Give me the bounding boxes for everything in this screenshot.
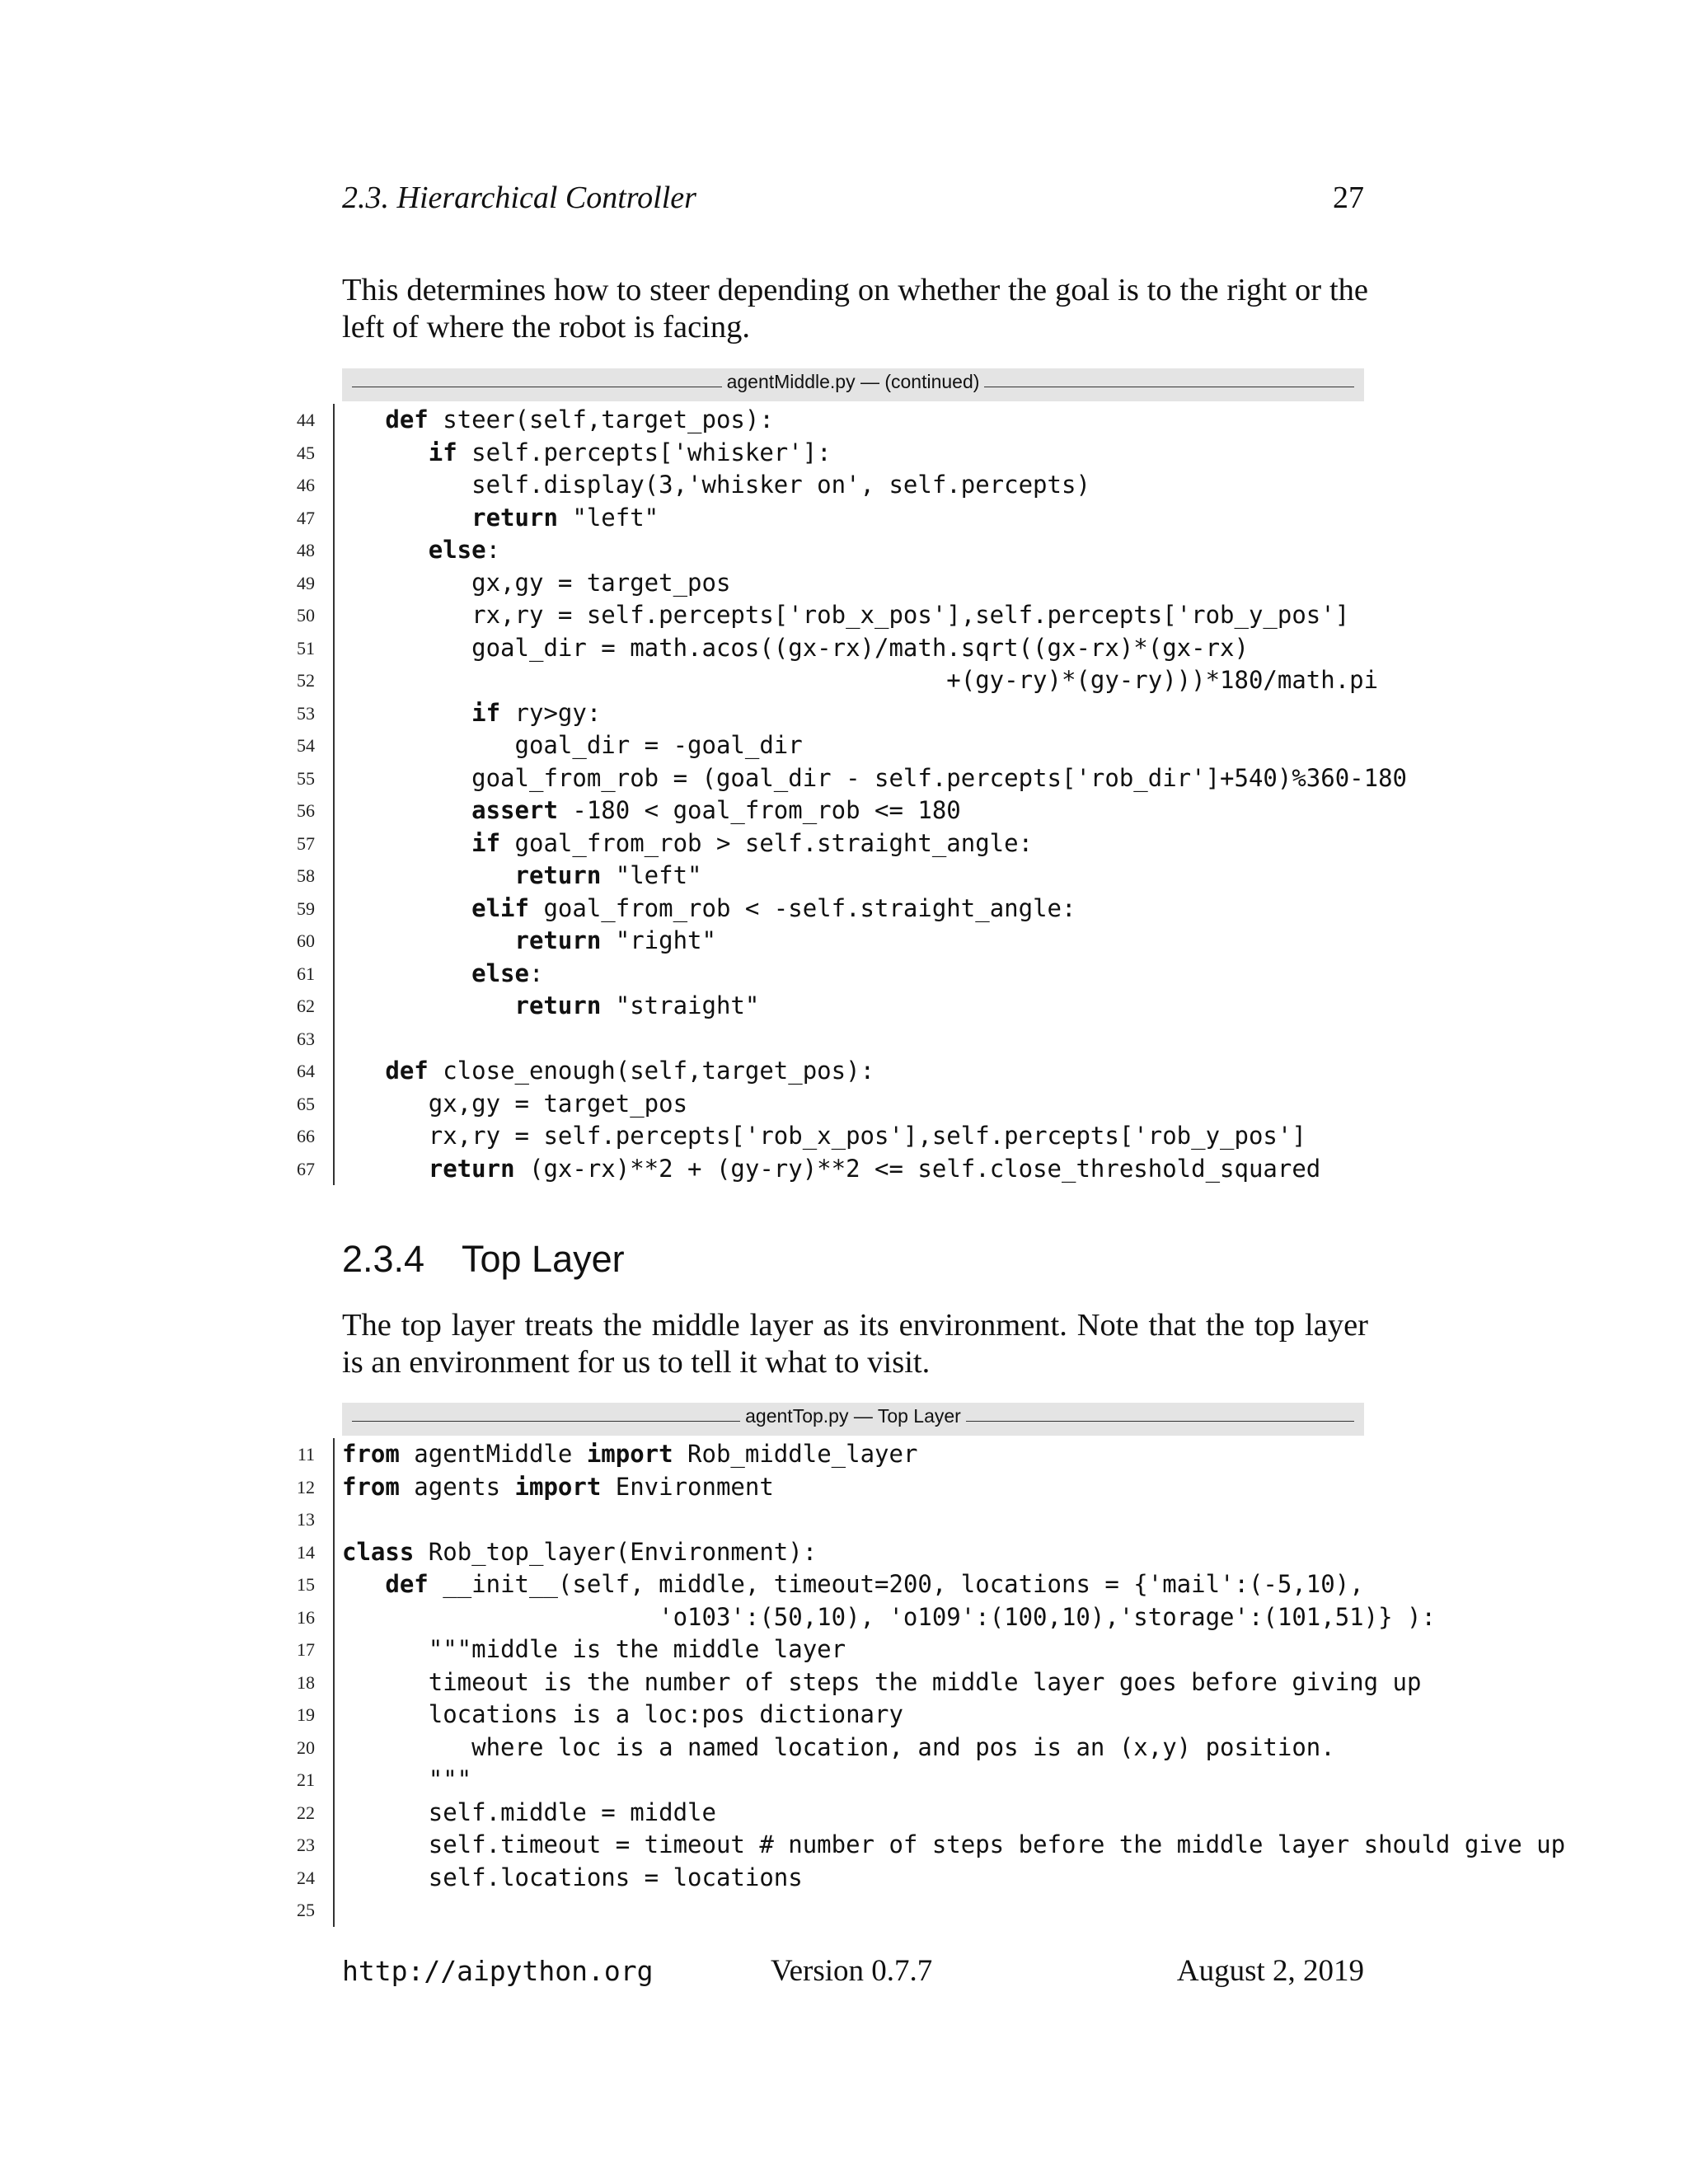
line-number: 61 [297,963,315,984]
line-number: 20 [297,1736,315,1758]
code-token: : [485,536,501,564]
code-token: "right" [601,926,716,954]
line-number: 64 [297,1061,315,1081]
code-line [280,1568,1566,1601]
line-number: 60 [297,930,315,951]
code-line [280,599,1566,632]
code-text [342,1153,1320,1186]
code-line [280,1055,1566,1088]
line-number: 19 [297,1704,315,1725]
code-token: goal_dir = -goal_dir [514,731,803,759]
line-number: 59 [297,898,315,919]
page-number: 27 [1333,180,1364,215]
listing1-banner [342,368,1364,401]
code-line [280,1699,1566,1732]
code-text [342,502,659,535]
code-token: self.middle = middle [428,1797,716,1826]
line-number: 55 [297,767,315,789]
code-listing-agent-middle [280,404,1566,1185]
code-token: self.locations = locations [428,1863,803,1891]
code-token: Rob_top_layer(Environment): [414,1537,818,1566]
code-line [280,469,1566,502]
listing2-banner [342,1403,1364,1436]
code-token: """middle is the middle layer [428,1635,846,1663]
line-number: 63 [297,1028,315,1049]
code-keyword: assert [471,796,558,824]
code-token: : [528,958,544,987]
line-number: 12 [297,1476,315,1497]
code-token: -180 < goal_from_rob <= 180 [557,796,961,824]
code-text [342,1699,903,1732]
code-text [342,1055,874,1088]
line-number: 21 [297,1769,315,1790]
code-text [342,794,961,827]
code-line [280,1732,1566,1765]
code-token: gx,gy = target_pos [428,1089,688,1118]
code-line [280,1120,1566,1153]
code-text [342,990,759,1023]
code-token: timeout is the number of steps the middle layer goes before giving up [428,1667,1422,1696]
code-token: 'o103':(50,10), 'o109':(100,10),'storage':(101,51)} ): [342,1602,1436,1631]
line-number: 15 [297,1574,315,1595]
line-number: 58 [297,865,315,886]
footer-url: http://aipython.org [342,1955,654,1987]
code-token: locations is a loc:pos dictionary [428,1700,903,1728]
code-token: goal_from_rob < -self.straight_angle: [528,893,1076,922]
code-text [342,1536,817,1569]
code-keyword: from [342,1472,400,1501]
line-number: 13 [297,1509,315,1530]
code-keyword: return [471,503,558,532]
code-line [280,1023,1566,1056]
footer-version: Version 0.7.7 [771,1954,933,1988]
line-number: 47 [297,507,315,528]
line-number: 66 [297,1126,315,1146]
line-number: 50 [297,605,315,626]
code-token: Rob_middle_layer [673,1440,918,1468]
header-section-title: 2.3. Hierarchical Controller [342,180,696,215]
line-number: 44 [297,410,315,430]
code-line [280,1153,1566,1186]
line-number: 46 [297,475,315,495]
body-paragraph [342,1307,1368,1381]
listing2-caption: agentTop.py — Top Layer [740,1405,966,1427]
code-keyword: class [342,1537,415,1566]
code-line [280,1503,1566,1536]
code-token: ry>gy: [500,698,602,727]
code-text [342,1120,1306,1153]
code-token: self.timeout = timeout # number of steps before the middle layer should give up [428,1830,1566,1858]
code-keyword: from [342,1440,400,1468]
line-number: 52 [297,670,315,691]
code-text [342,599,1349,632]
code-text [342,1732,1335,1765]
code-line [280,958,1566,991]
listing1-caption: agentMiddle.py — (continued) [722,371,985,392]
code-token: """ [428,1765,472,1793]
code-text [342,1666,1421,1699]
code-keyword: return [514,861,602,889]
code-token: steer(self,target_pos): [428,405,774,434]
code-token: goal_from_rob > self.straight_angle: [500,828,1034,857]
code-keyword: if [471,698,501,727]
code-line [280,697,1566,730]
line-number: 48 [297,540,315,560]
code-text [342,469,1090,502]
line-number: 57 [297,832,315,854]
code-text [342,860,702,893]
code-line [280,404,1566,437]
code-token: "left" [601,861,702,889]
line-number: 54 [297,735,315,756]
code-line [280,893,1566,926]
code-text [342,762,1407,795]
line-number: 53 [297,702,315,724]
code-line [280,1471,1566,1504]
code-text [342,664,1378,697]
code-line [280,990,1566,1023]
section-number: 2.3.4 [342,1238,425,1280]
code-line [280,567,1566,600]
code-token: +(gy-ry)*(gy-ry)))*180/math.pi [342,666,1379,694]
code-token: goal_from_rob = (goal_dir - self.percepts['rob_dir']+540)%360-180 [471,763,1408,792]
code-keyword: return [514,926,602,954]
code-keyword: if [428,438,457,466]
line-number: 65 [297,1093,315,1114]
code-line [280,502,1566,535]
code-line [280,1601,1566,1634]
para2-text: The top layer treats the middle layer as its environment. Note that the top layer is an environment for us to tell it what to visit. [342,1308,1368,1380]
code-line [280,1633,1566,1666]
code-text [342,1862,803,1895]
code-token: __init__(self, middle, timeout=200, locations = {'mail':(-5,10), [428,1570,1364,1598]
line-number: 23 [297,1835,315,1855]
code-line [280,1666,1566,1699]
code-token: rx,ry = self.percepts['rob_x_pos'],self.percepts['rob_y_pos'] [471,601,1350,629]
code-text [342,1764,471,1797]
line-number: 62 [297,996,315,1016]
code-line [280,632,1566,665]
code-text [342,404,774,437]
code-text [342,1797,716,1830]
intro-paragraph [342,272,1368,346]
section-heading [342,1238,625,1281]
code-token: rx,ry = self.percepts['rob_x_pos'],self.percepts['rob_y_pos'] [428,1122,1306,1150]
code-line [280,794,1566,827]
code-text [342,534,500,567]
code-text [342,893,1076,926]
code-keyword: def [385,1570,429,1598]
line-number: 25 [297,1900,315,1920]
intro-text: This determines how to steer depending on whether the goal is to the right or the left of where the robot is facing. [342,273,1368,344]
code-keyword: def [385,405,429,434]
code-text [342,1601,1436,1634]
code-token: goal_dir = math.acos((gx-rx)/math.sqrt((gx-rx)*(gx-rx) [471,633,1249,662]
code-text [342,632,1249,665]
code-text [342,1633,846,1666]
code-line [280,534,1566,567]
code-text [342,827,1033,860]
code-keyword: elif [471,893,529,922]
line-number: 45 [297,442,315,463]
code-listing-agent-top [280,1438,1566,1927]
page-footer [342,1953,1364,1994]
code-keyword: def [385,1057,429,1085]
code-token: where loc is a named location, and pos is an (x,y) position. [471,1732,1335,1761]
code-text [342,1088,687,1121]
code-line [280,860,1566,893]
code-line [280,1438,1566,1471]
code-line [280,1829,1566,1862]
line-number: 11 [297,1444,315,1465]
code-line [280,1862,1566,1895]
code-keyword: return [428,1154,515,1183]
code-line [280,1797,1566,1830]
code-text [342,925,716,958]
section-title: Top Layer [462,1238,625,1280]
line-number: 18 [297,1671,315,1693]
code-keyword: if [471,828,501,857]
code-line [280,1894,1566,1927]
line-number: 17 [297,1639,315,1660]
footer-date: August 2, 2019 [1176,1954,1364,1988]
code-text [342,729,803,762]
code-token: gx,gy = target_pos [471,568,731,597]
code-token: (gx-rx)**2 + (gy-ry)**2 <= self.close_threshold_squared [514,1154,1321,1183]
code-token: self.percepts['whisker']: [457,438,832,466]
code-line [280,827,1566,860]
code-text [342,1568,1364,1601]
code-text [342,437,832,470]
line-number: 14 [297,1541,315,1563]
code-text [342,1829,1565,1862]
code-token: "left" [557,503,659,532]
line-number: 67 [297,1158,315,1179]
code-line [280,762,1566,795]
code-keyword: else [471,958,529,987]
code-text [342,1471,774,1504]
code-token: close_enough(self,target_pos): [428,1057,875,1085]
code-keyword: else [428,536,486,564]
line-number: 56 [297,800,315,821]
line-number: 22 [297,1802,315,1823]
code-token: "straight" [601,991,760,1019]
code-token: agents [399,1472,515,1501]
code-line [280,437,1566,470]
code-token: Environment [601,1472,774,1501]
line-number: 49 [297,572,315,593]
line-number: 16 [297,1606,315,1628]
code-keyword: import [586,1440,673,1468]
code-keyword: return [514,991,602,1019]
running-header [342,180,1364,226]
code-line [280,1764,1566,1797]
code-line [280,1536,1566,1569]
code-text [342,1438,917,1471]
code-text [342,958,543,991]
code-line [280,729,1566,762]
line-number: 51 [297,637,315,658]
code-text [342,567,730,600]
code-line [280,664,1566,697]
code-keyword: import [514,1472,602,1501]
code-token: self.display(3,'whisker on', self.percepts) [471,471,1090,499]
line-number: 24 [297,1867,315,1888]
code-token: agentMiddle [399,1440,587,1468]
code-line [280,1088,1566,1121]
code-text [342,697,601,730]
code-line [280,925,1566,958]
